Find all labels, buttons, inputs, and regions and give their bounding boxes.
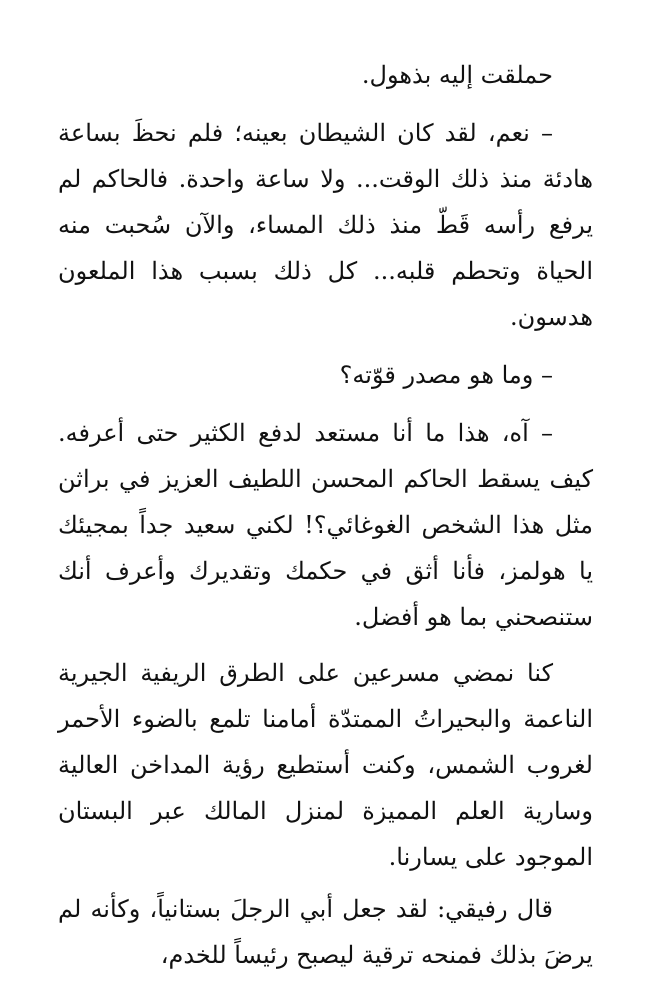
paragraph-3: – وما هو مصدر قوّته؟ <box>339 361 553 389</box>
paragraph-5: كنا نمضي مسرعين على الطرق الريفية الجيرية الناعمة والبحيراتُ الممتدّة أمامنا تلمع بالضوء الأحمر لغروب الشمس، وكنت أستطيع رؤية المداخن العالية وسارية العلم المميزة لمنزل المالك عبر البستان الموجود على يسارنا. <box>58 659 593 871</box>
paragraph-4: – آه، هذا ما أنا مستعد لدفع الكثير حتى أعرفه. كيف يسقط الحاكم المحسن اللطيف العزيز في براثن مثل هذا الشخص الغوغائي؟! لكني سعيد جداً بمجيئك يا هولمز، فأنا أثق في حكمك وتقديرك وأعرف أنك ستنصحني بما هو أفضل. <box>58 419 593 631</box>
paragraph-6: قال رفيقي: لقد جعل أبي الرجلَ بستانياً، وكأنه لم يرضَ بذلك فمنحه ترقية ليصبح رئيساً للخدم، <box>58 895 593 969</box>
paragraph-1: حملقت إليه بذهول. <box>361 61 553 89</box>
paragraph-2: – نعم، لقد كان الشيطان بعينه؛ فلم نحظَ بساعة هادئة منذ ذلك الوقت... ولا ساعة واحدة. فالحاكم لم يرفع رأسه قَطّ منذ ذلك المساء، والآن سُحبت منه الحياة وتحطم قلبه... كل ذلك بسبب هذا الملعون هدسون. <box>58 119 593 331</box>
